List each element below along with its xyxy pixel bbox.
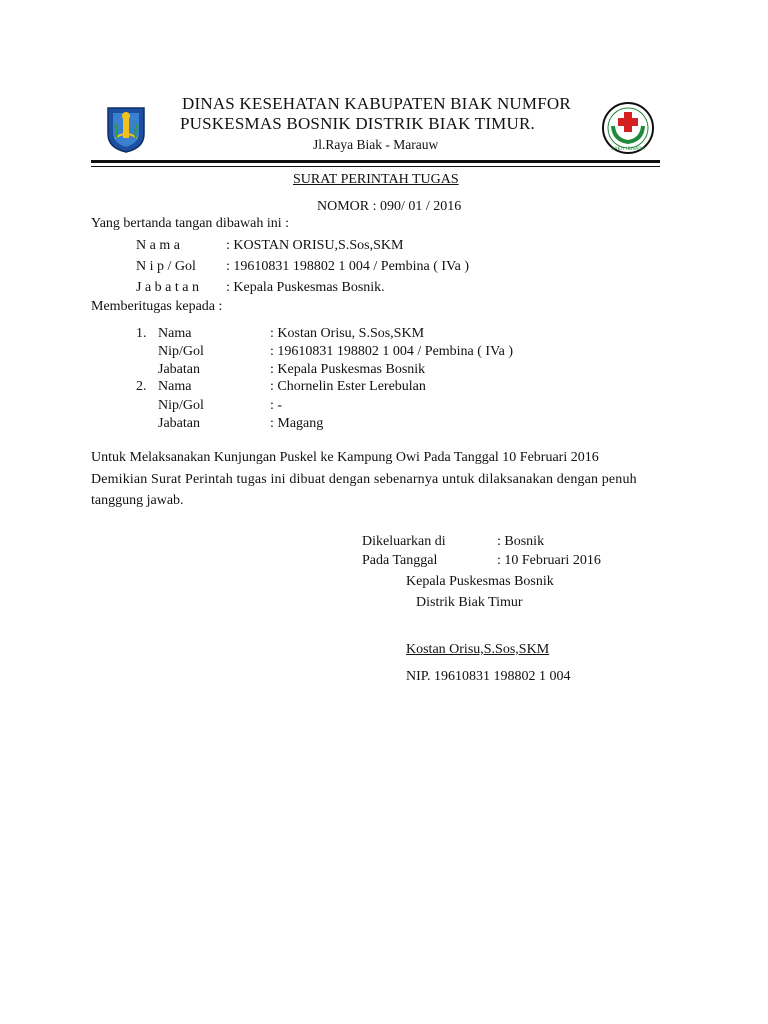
signer-position-line2: Distrik Biak Timur xyxy=(416,595,523,610)
address-line: Jl.Raya Biak - Marauw xyxy=(313,137,439,152)
signer-position-line1: Kepala Puskesmas Bosnik xyxy=(406,574,554,589)
agency-title: DINAS KESEHATAN KABUPATEN BIAK NUMFOR xyxy=(182,94,571,113)
assignee-2-nip-value: : - xyxy=(270,398,283,413)
signer-nip-value: : 19610831 198802 1 004 / Pembina ( IVa ) xyxy=(226,259,470,274)
document-number: NOMOR : 090/ 01 / 2016 xyxy=(317,199,462,214)
issued-place-value: : Bosnik xyxy=(497,534,545,549)
assignee-2-name-label: Nama xyxy=(158,379,192,394)
signer-name-value: : KOSTAN ORISU,S.Sos,SKM xyxy=(226,238,404,253)
assignee-1-nip-label: Nip/Gol xyxy=(158,344,204,359)
body-purpose: Untuk Melaksanakan Kunjungan Puskel ke Kampung Owi Pada Tanggal 10 Februari 2016 xyxy=(91,450,599,465)
body-closing-line2: tanggung jawab. xyxy=(91,493,184,508)
signer-name-label: N a m a xyxy=(136,238,180,253)
puskesmas-title: PUSKESMAS BOSNIK DISTRIK BIAK TIMUR. xyxy=(180,114,535,133)
assignee-1-position-value: : Kepala Puskesmas Bosnik xyxy=(270,362,426,377)
intro-text: Yang bertanda tangan dibawah ini : xyxy=(91,216,290,231)
assignee-2-nip-label: Nip/Gol xyxy=(158,398,204,413)
assignee-1-position-label: Jabatan xyxy=(158,362,200,377)
signer-name: Kostan Orisu,S.Sos,SKM xyxy=(406,642,550,657)
assignee-2-position-value: : Magang xyxy=(270,416,324,431)
assignee-2-name-value: : Chornelin Ester Lerebulan xyxy=(270,379,426,394)
document-title: SURAT PERINTAH TUGAS xyxy=(293,172,459,187)
assign-intro: Memberitugas kepada : xyxy=(91,299,223,314)
issued-date-value: : 10 Februari 2016 xyxy=(497,553,601,568)
issued-place-label: Dikeluarkan di xyxy=(362,534,446,549)
assignee-1-nip-value: : 19610831 198802 1 004 / Pembina ( IVa ) xyxy=(270,344,514,359)
bakti-husada-logo-icon xyxy=(600,100,656,156)
signer-nip: NIP. 19610831 198802 1 004 xyxy=(406,669,571,684)
header-divider-thick xyxy=(91,160,660,163)
body-closing-line1: Demikian Surat Perintah tugas ini dibuat dengan sebenarnya untuk dilaksanakan dengan penuh xyxy=(91,472,637,487)
signer-position-value: : Kepala Puskesmas Bosnik. xyxy=(226,280,385,295)
assignee-1-name-value: : Kostan Orisu, S.Sos,SKM xyxy=(270,326,425,341)
regency-crest-icon xyxy=(104,104,148,154)
assignee-1-name-label: Nama xyxy=(158,326,192,341)
signer-position-label: J a b a t a n xyxy=(136,280,199,295)
assignee-2-position-label: Jabatan xyxy=(158,416,200,431)
bakti-husada-text: BAKTI HUSADA xyxy=(611,147,645,152)
assignee-number: 2. xyxy=(136,379,147,394)
signer-nip-label: N i p / Gol xyxy=(136,259,196,274)
issued-date-label: Pada Tanggal xyxy=(362,553,438,568)
assignee-number: 1. xyxy=(136,326,147,341)
header-divider-thin xyxy=(91,166,660,167)
